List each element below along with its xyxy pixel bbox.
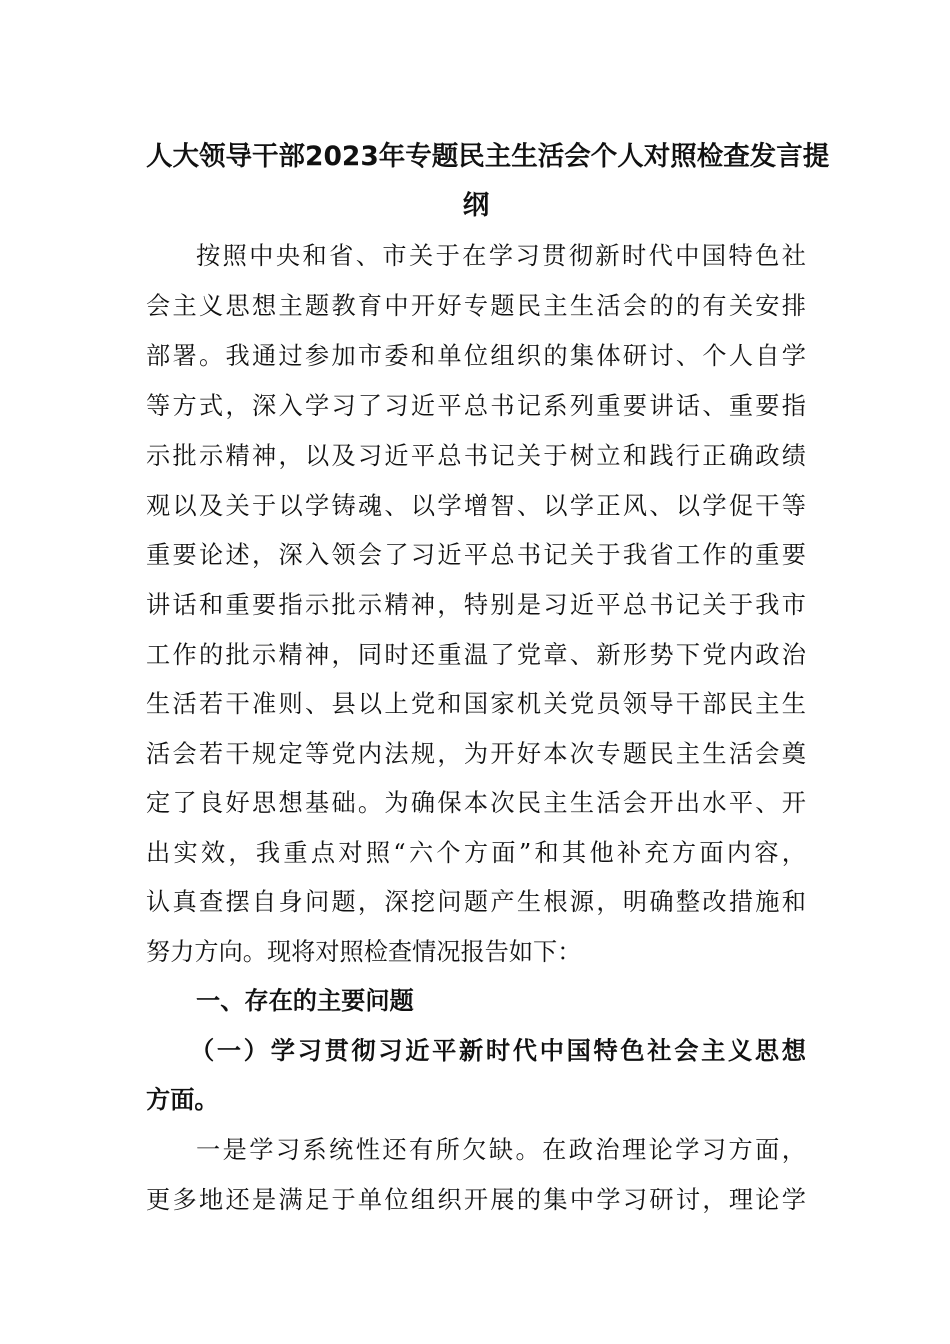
body-line: 更多地还是满足于单位组织开展的集中学习研讨，理论学 (146, 1186, 806, 1214)
document-title-line-1: 人大领导干部2023年专题民主生活会个人对照检查发言提 (146, 141, 830, 172)
intro-line: 讲话和重要指示批示精神，特别是习近平总书记关于我市 (146, 591, 806, 619)
intro-line: 活会若干规定等党内法规，为开好本次专题民主生活会奠 (146, 740, 806, 768)
intro-line: 观以及关于以学铸魂、以学增智、以学正风、以学促干等 (146, 492, 806, 520)
intro-line: 会主义思想主题教育中开好专题民主生活会的的有关安排 (146, 292, 806, 320)
intro-line: 部署。我通过参加市委和单位组织的集体研讨、个人自学 (146, 342, 806, 370)
intro-line: 努力方向。现将对照检查情况报告如下： (146, 938, 582, 966)
intro-line: 认真查摆自身问题，深挖问题产生根源，明确整改措施和 (146, 888, 806, 916)
subsection-heading-line-1: （一）学习贯彻习近平新时代中国特色社会主义思想 (190, 1037, 806, 1065)
intro-line: 出实效，我重点对照“六个方面”和其他补充方面内容， (146, 839, 806, 867)
intro-line: 按照中央和省、市关于在学习贯彻新时代中国特色社 (196, 242, 806, 270)
subsection-heading-line-2: 方面。 (146, 1086, 219, 1114)
intro-line: 等方式，深入学习了习近平总书记系列重要讲话、重要指 (146, 392, 806, 420)
intro-line: 定了良好思想基础。为确保本次民主生活会开出水平、开 (146, 789, 806, 817)
intro-line: 生活若干准则、县以上党和国家机关党员领导干部民主生 (146, 690, 806, 718)
intro-line: 重要论述，深入领会了习近平总书记关于我省工作的重要 (146, 541, 806, 569)
document-title-line-2: 纲 (462, 190, 490, 221)
body-line: 一是学习系统性还有所欠缺。在政治理论学习方面， (196, 1136, 806, 1164)
intro-line: 示批示精神，以及习近平总书记关于树立和践行正确政绩 (146, 442, 806, 470)
section-heading-1: 一、存在的主要问题 (196, 987, 414, 1015)
intro-line: 工作的批示精神，同时还重温了党章、新形势下党内政治 (146, 641, 806, 669)
